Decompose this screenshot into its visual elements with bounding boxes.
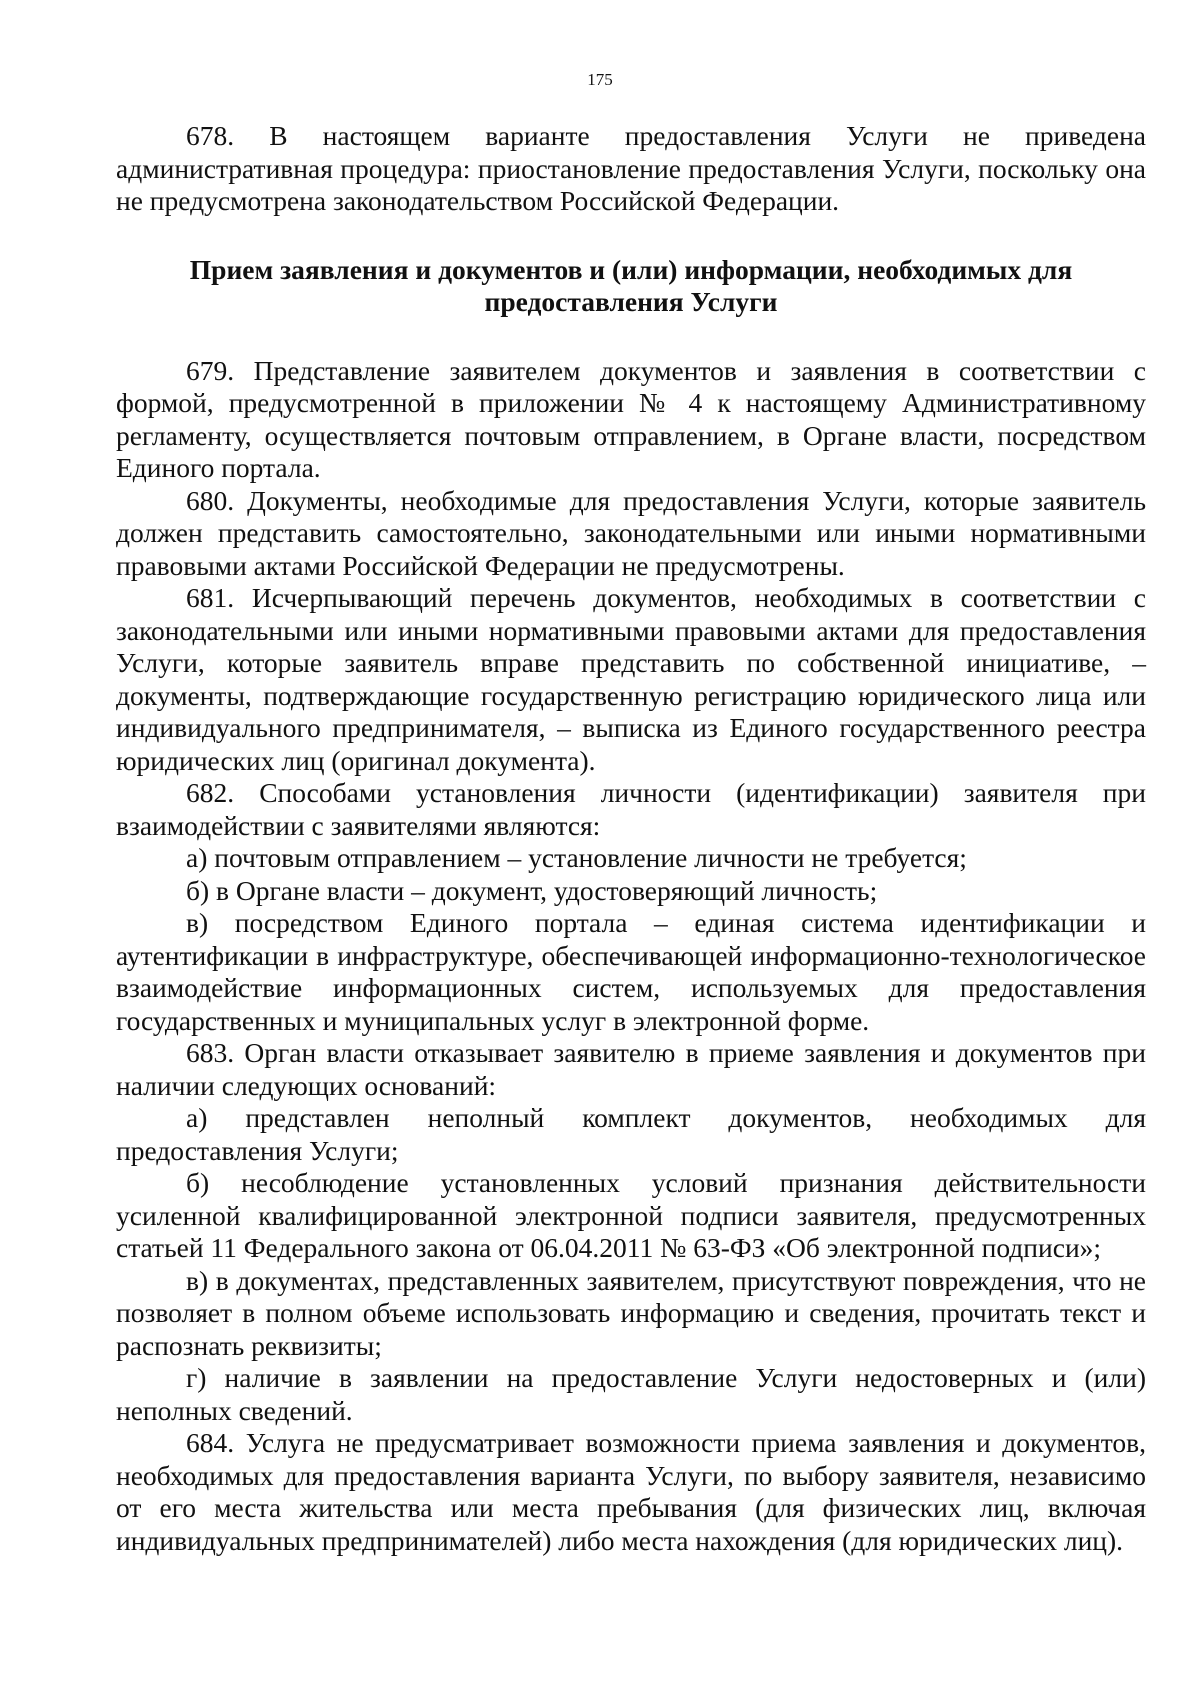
section-heading [156,254,1106,319]
paragraph-682-b: б) в Органе власти – документ, удостоверяющий личность; [186,874,878,906]
paragraph-683-g: г) наличие в заявлении на предоставление Услуги недостоверных и (или) неполных сведений. [116,1362,1146,1426]
paragraph-680: 680. Документы, необходимые для предоставления Услуги, которые заявитель должен представить самостоятельно, законодательными или иными нормативными правовыми актами Российской Федерации не предусмотрены. [116,484,1146,581]
paragraph-683-a: а) представлен неполный комплект документов, необходимых для предоставления Услуги; [116,1102,1146,1166]
paragraph-678: 678. В настоящем варианте предоставления Услуги не приведена административная процедура: приостановление предоставления Услуги, поскольку она не предусмотрена законодательством Российской Федерации. [116,120,1146,216]
paragraph-682: 682. Способами установления личности (идентификации) заявителя при взаимодействии с заявителями являются: [116,777,1146,841]
paragraph-683-v: в) в документах, представленных заявителем, присутствуют повреждения, что не позволяет в полном объеме использовать информацию и сведения, прочитать текст и распознать реквизиты; [116,1264,1146,1361]
paragraph-684: 684. Услуга не предусматривает возможности приема заявления и документов, необходимых для предоставления варианта Услуги, по выбору заявителя, независимо от его места жительства или места пребывания (для физических лиц, включая индивидуальных предпринимателей) либо места нахождения (для юридических лиц). [116,1427,1146,1556]
page-number: 175 [587,70,613,89]
paragraph-683: 683. Орган власти отказывает заявителю в приеме заявления и документов при наличии следующих оснований: [116,1037,1146,1101]
paragraph-679: 679. Представление заявителем документов и заявления в соответствии с формой, предусмотренной в приложении № 4 к настоящему Административному регламенту, осуществляется почтовым отправлением, в Органе власти, посредством Единого портала. [116,354,1146,483]
paragraph-682-a: а) почтовым отправлением – установление личности не требуется; [186,842,967,873]
paragraph-682-v: в) посредством Единого портала – единая система идентификации и аутентификации в инфраструктуре, обеспечивающей информационно-технологическое взаимодействие информационных систем, используемых для предоставления государственных и муниципальных услуг в электронной форме. [116,907,1146,1036]
section-heading-line-1: Прием заявления и документов и (или) информации, необходимых для [189,253,1073,285]
paragraph-683-b: б) несоблюдение установленных условий признания действительности усиленной квалифицированной электронной подписи заявителя, предусмотренных статьей 11 Федерального закона от 06.04.2011 № 63-ФЗ «Об электронной подписи»; [116,1167,1146,1263]
paragraph-681: 681. Исчерпывающий перечень документов, необходимых в соответствии с законодательными или иными нормативными правовыми актами для предоставления Услуги, которые заявитель вправе представить по собственной инициативе, – документы, подтверждающие государственную регистрацию юридического лица или индивидуального предпринимателя, – выписка из Единого государственного реестра юридических лиц (оригинал документа). [116,582,1146,776]
document-body [116,120,1146,1557]
section-heading-line-2: предоставления Услуги [484,286,778,317]
